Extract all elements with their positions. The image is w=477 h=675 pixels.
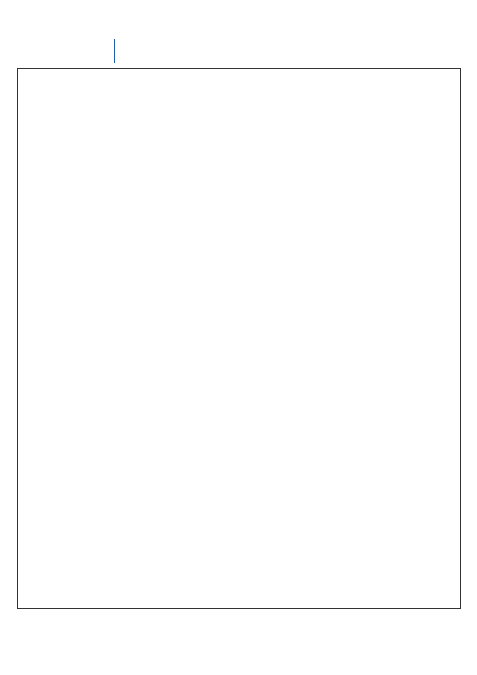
page-content — [20, 70, 458, 82]
logo-divider — [114, 39, 115, 63]
content-frame — [17, 68, 461, 609]
page-header — [24, 36, 454, 66]
